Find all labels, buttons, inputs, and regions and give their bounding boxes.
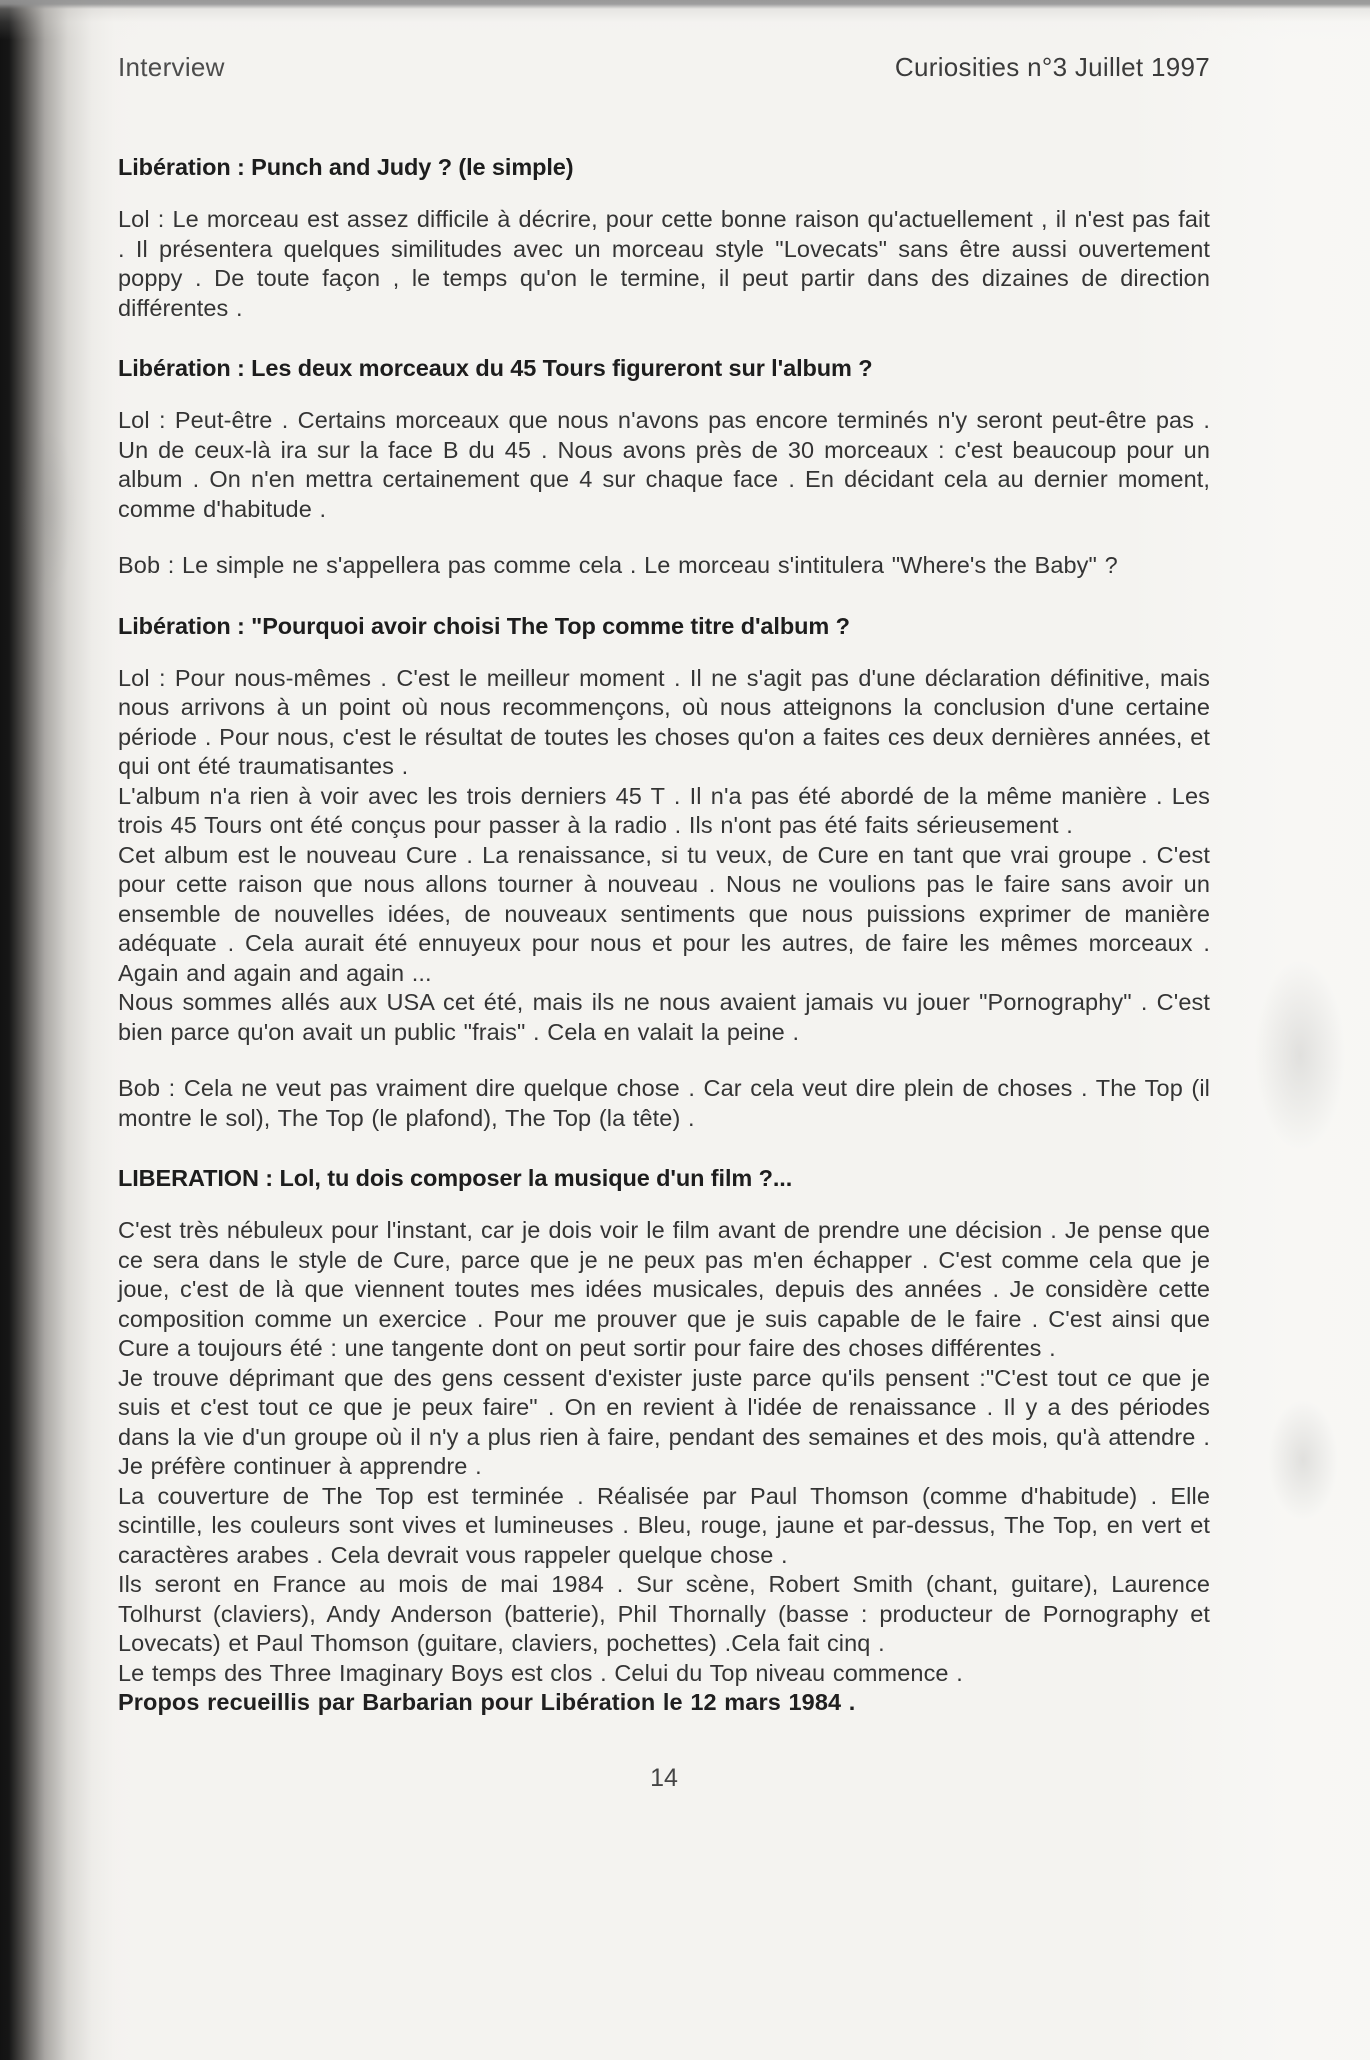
- paragraph: Lol : Le morceau est assez difficile à décrire, pour cette bonne raison qu'actuellement , il n'est pas fait . Il présentera quelques similitudes avec un morceau style "Lovecats" sans être aussi ouvertement poppy . De toute façon , le temps qu'on le termine, il peut partir dans des dizaines de direction différentes .: [118, 206, 1210, 321]
- paragraph: La couverture de The Top est terminée . Réalisée par Paul Thomson (comme d'habitude) . Elle scintille, les couleurs sont vives et lumineuses . Bleu, rouge, jaune et par-dessus, The Top, en vert et caractères arabes . Cela devrait vous rappeler quelque chose .: [118, 1482, 1210, 1568]
- interview-question-heading: Libération : "Pourquoi avoir choisi The Top comme titre d'album ?: [118, 612, 850, 639]
- scan-smudge: [1255, 960, 1345, 1150]
- paragraph: Bob : Le simple ne s'appellera pas comme cela . Le morceau s'intitulera "Where's the Baby" ?: [118, 552, 1118, 578]
- interview-question-heading: Libération : Punch and Judy ? (le simple): [118, 154, 574, 180]
- paragraph: Lol : Pour nous-mêmes . C'est le meilleur moment . Il ne s'agit pas d'une déclaration définitive, mais nous arrivons à un point où nous recommençons, où nous atteignons la conclusion d'une certaine période . Pour nous, c'est le résultat de toutes les choses qu'on a faites ces deux dernières années, et qui ont été traumatisantes .: [118, 664, 1210, 779]
- paragraph: Ils seront en France au mois de mai 1984 . Sur scène, Robert Smith (chant, guitare), Laurence Tolhurst (claviers), Andy Anderson (batterie), Phil Thornally (basse : producteur de Pornography et Lovecats) et Paul Thomson (guitare, claviers, pochettes) .Cela fait cinq .: [118, 1571, 1210, 1656]
- paragraph: Cet album est le nouveau Cure . La renaissance, si tu veux, de Cure en tant que vrai groupe . C'est pour cette raison que nous allons tourner à nouveau . Nous ne voulions pas le faire sans avoir un ensemble de nouvelles idées, de nouveaux sentiments que nous puissions exprimer de manière adéquate . Cela aurait été ennuyeux pour nous et pour les autres, de faire les mêmes morceaux . Again and again and again ...: [118, 841, 1210, 986]
- paragraph: Le temps des Three Imaginary Boys est clos . Celui du Top niveau commence .: [118, 1659, 963, 1686]
- paragraph: Lol : Peut-être . Certains morceaux que nous n'avons pas encore terminés n'y seront peut-être pas . Un de ceux-là ira sur la face B du 45 . Nous avons près de 30 morceaux : c'est beaucoup pour un album . On n'en mettra certainement que 4 sur chaque face . En décidant cela au dernier moment, comme d'habitude .: [118, 407, 1210, 522]
- running-head-section: Interview: [118, 52, 225, 82]
- page-content: [118, 0, 1210, 1793]
- scan-smudge: [18, 430, 78, 590]
- signature-line: Propos recueillis par Barbarian pour Libération le 12 mars 1984 .: [118, 1689, 856, 1715]
- page-header: [118, 52, 1210, 82]
- running-head-issue: Curiosities n°3 Juillet 1997: [894, 52, 1210, 82]
- answer-block: [118, 1216, 1210, 1718]
- answer-block: [118, 406, 1210, 524]
- paragraph: Je trouve déprimant que des gens cessent d'exister juste parce qu'ils pensent :"C'est tout ce que je suis et c'est tout ce que je peux faire" . On en revient à l'idée de renaissance . Il y a des périodes dans la vie d'un groupe où il n'y a plus rien à faire, pendant des semaines et des mois, qu'à attendre . Je préfère continuer à apprendre .: [118, 1364, 1210, 1479]
- interview-question-heading: Libération : Les deux morceaux du 45 Tours figureront sur l'album ?: [118, 355, 873, 381]
- interview-article: [118, 152, 1210, 1718]
- answer-block: [118, 551, 1210, 581]
- answer-block: [118, 205, 1210, 323]
- paragraph: Nous sommes allés aux USA cet été, mais ils ne nous avaient jamais vu jouer "Pornography" . C'est bien parce qu'on avait un public "frais" . Cela en valait la peine .: [118, 989, 1210, 1045]
- paragraph: Bob : Cela ne veut pas vraiment dire quelque chose . Car cela veut dire plein de choses . The Top (il montre le sol), The Top (le plafond), The Top (la tête) .: [118, 1075, 1210, 1131]
- paragraph: C'est très nébuleux pour l'instant, car je dois voir le film avant de prendre une décision . Je pense que ce sera dans le style de Cure, parce que je ne peux pas m'en échapper . C'est comme cela que je joue, c'est de là que viennent toutes mes idées musicales, depuis des années . Je considère cette composition comme un exercice . Pour me prouver que je suis capable de le faire . C'est ainsi que Cure a toujours été : une tangente dont on peut sortir pour faire des choses différentes .: [118, 1217, 1210, 1361]
- scan-smudge: [1268, 1400, 1338, 1520]
- interview-question-heading: LIBERATION : Lol, tu dois composer la musique d'un film ?...: [118, 1165, 793, 1191]
- page-number: 14: [650, 1763, 678, 1792]
- answer-block: [118, 664, 1210, 1048]
- answer-block: [118, 1074, 1210, 1133]
- paragraph: L'album n'a rien à voir avec les trois derniers 45 T . Il n'a pas été abordé de la même manière . Les trois 45 Tours ont été conçus pour passer à la radio . Ils n'ont pas été faits sérieusement .: [118, 782, 1210, 838]
